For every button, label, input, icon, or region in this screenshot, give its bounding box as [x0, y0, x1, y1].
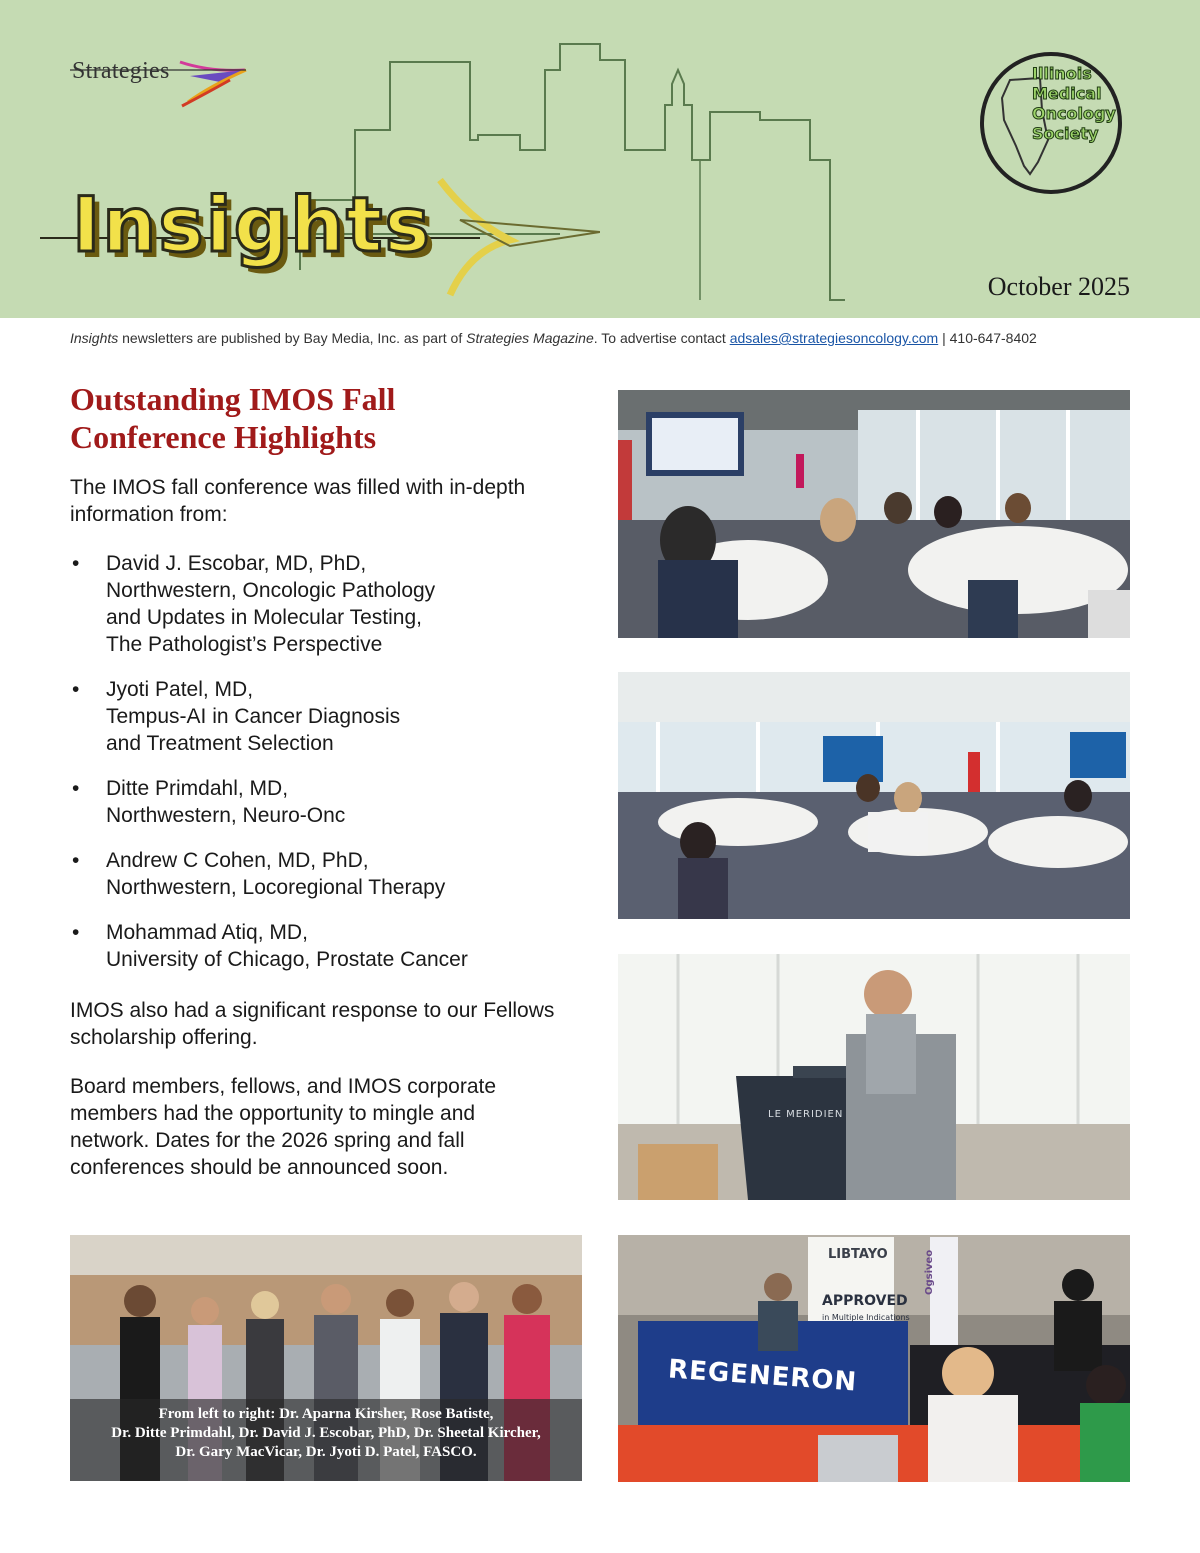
list-item: • Ditte Primdahl, MD, Northwestern, Neuro-Onc: [72, 777, 346, 827]
podium-logo-text: LE MERIDIEN: [768, 1109, 844, 1120]
speaker-list: [70, 550, 590, 973]
group-photo-caption: From left to right: Dr. Aparna Kirsher, Rose Batiste, Dr. Ditte Primdahl, Dr. David J. Escobar, PhD, Dr. Sheetal Kircher, Dr. Gary MacVicar, Dr. Jyoti D. Patel, FASCO.: [70, 1399, 582, 1481]
sponsor-booth-photo: [618, 1235, 1130, 1482]
speaker-at-podium-photo: [618, 954, 1130, 1200]
issue-date: October 2025: [987, 272, 1130, 301]
list-item: • Andrew C Cohen, MD, PhD, Northwestern, Locoregional Therapy: [72, 849, 446, 899]
conference-room-photo-2: [618, 672, 1130, 919]
insights-wordmark: Insights: [72, 180, 432, 269]
side-banner-text: Ogsiveo: [924, 1249, 935, 1295]
list-item: • Jyoti Patel, MD, Tempus-AI in Cancer Diagnosis and Treatment Selection: [72, 678, 401, 755]
strategies-brand-name: Strategies: [72, 58, 170, 84]
poster-approved-text: APPROVED: [822, 1293, 908, 1309]
fellows-paragraph: IMOS also had a significant response to our Fellows scholarship offering.: [70, 999, 555, 1049]
publisher-line: Insights newsletters are published by Bay Media, Inc. as part of Strategies Magazine. To advertise contact adsales@strategiesoncology.com | 410-647-8402: [70, 330, 1037, 346]
publication-name: Insights: [70, 330, 119, 346]
magazine-name: Strategies Magazine: [466, 330, 594, 346]
article-title: Outstanding IMOS Fall Conference Highlights: [70, 381, 396, 455]
booth-banner-text: REGENERON: [667, 1354, 859, 1398]
imos-society-name: Illinois Medical Oncology Society: [1032, 64, 1116, 143]
article: [70, 380, 590, 1203]
insights-logo: [40, 160, 600, 300]
poster-subtext: in Multiple Indications: [822, 1313, 910, 1322]
poster-brand-text: LIBTAYO: [828, 1247, 888, 1262]
group-photo: [70, 1235, 582, 1481]
contact-phone: | 410-647-8402: [938, 330, 1037, 346]
newsletter-header: [0, 0, 1200, 318]
list-item: • David J. Escobar, MD, PhD, Northwestern, Oncologic Pathology and Updates in Molecular Testing, The Pathologist’s Perspective: [72, 552, 436, 656]
list-item: • Mohammad Atiq, MD, University of Chicago, Prostate Cancer: [72, 921, 468, 971]
conference-room-photo-1: [618, 390, 1130, 638]
article-intro: The IMOS fall conference was filled with in-depth information from:: [70, 476, 526, 526]
advertise-email-link[interactable]: adsales@strategiesoncology.com: [729, 330, 939, 346]
networking-paragraph: Board members, fellows, and IMOS corporate members had the opportunity to mingle and network. Dates for the 2026 spring and fall conferences should be announced soon.: [70, 1075, 497, 1179]
